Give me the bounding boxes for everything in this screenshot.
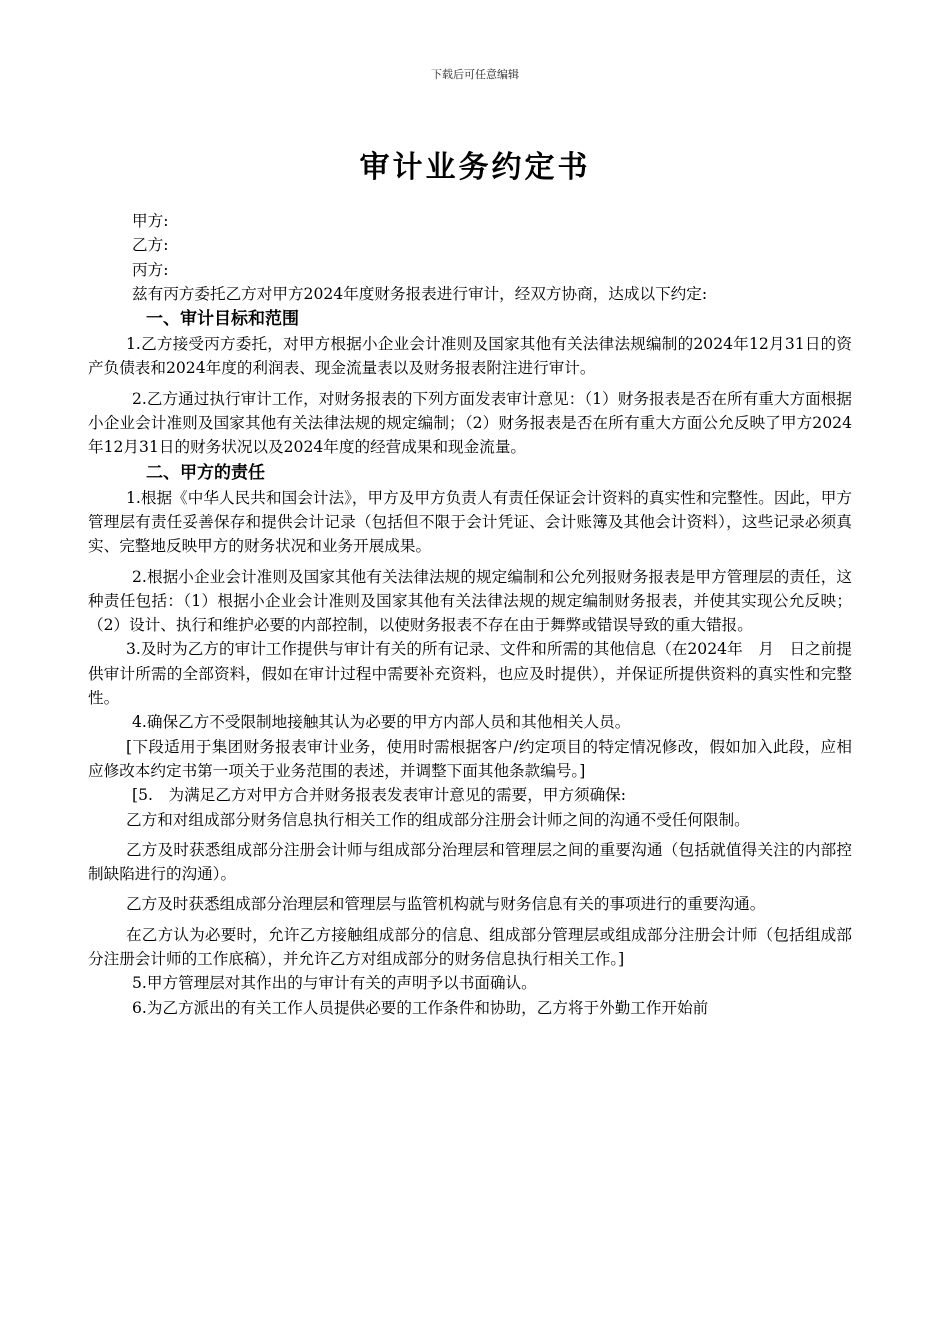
party-c-line: 丙方: <box>132 260 169 279</box>
section2-paragraph-2: 2.根据小企业会计准则及国家其他有关法律法规的规定编制和公允列报财务报表是甲方管理层的责任，这种责任包括：（1）根据小企业会计准则及国家其他有关法律法规的规定编制财务报表，并使其实现公允反映；（2）设计、执行和维护必要的内部控制，以使财务报表不存在由于舞弊或错误导致的重大错报。 <box>88 567 852 635</box>
section2-paragraph-5-bracket: [5. 为满足乙方对甲方合并财务报表发表审计意见的需要，甲方须确保: <box>132 786 627 805</box>
section2-paragraph-5: 5.甲方管理层对其作出的与审计有关的声明予以书面确认。 <box>132 974 537 993</box>
section2-heading: 二、甲方的责任 <box>146 462 265 483</box>
party-b-line: 乙方: <box>132 236 169 255</box>
section2-paragraph-5c: 乙方及时获悉组成部分治理层和管理层与监管机构就与财务信息有关的事项进行的重要沟通。 <box>126 895 766 914</box>
section1-paragraph-2: 2.乙方通过执行审计工作，对财务报表的下列方面发表审计意见：（1）财务报表是否在所有重大方面根据小企业会计准则及国家其他有关法律法规的规定编制；（2）财务报表是否在所有重大方面公允反映了甲方2024年12月31日的财务状况以及2024年度的经营成果和现金流量。 <box>88 389 852 457</box>
page-title: 审计业务约定书 <box>359 150 591 185</box>
header-note: 下载后可任意编辑 <box>431 68 519 81</box>
section2-paragraph-5d: 在乙方认为必要时，允许乙方接触组成部分的信息、组成部分管理层或组成部分注册会计师（包括组成部分注册会计师的工作底稿），并允许乙方对组成部分的财务信息执行相关工作。] <box>88 925 852 969</box>
party-a-line: 甲方: <box>132 212 169 230</box>
section2-paragraph-5b: 乙方及时获悉组成部分注册会计师与组成部分治理层和管理层之间的重要沟通（包括就值得关注的内部控制缺陷进行的沟通）。 <box>88 840 852 884</box>
intro-paragraph: 兹有丙方委托乙方对甲方2024年度财务报表进行审计，经双方协商，达成以下约定: <box>132 284 708 303</box>
section2-paragraph-3: 3.及时为乙方的审计工作提供与审计有关的所有记录、文件和所需的其他信息（在2024年 月 日之前提供审计所需的全部资料，假如在审计过程中需要补充资料，也应及时提供），并保证所提供资料的真实性和完整性。 <box>88 640 852 708</box>
section2-paragraph-4: 4.确保乙方不受限制地接触其认为必要的甲方内部人员和其他相关人员。 <box>132 713 631 732</box>
document-body <box>88 209 852 1020</box>
section2-paragraph-1: 1.根据《中华人民共和国会计法》，甲方及甲方负责人有责任保证会计资料的真实性和完整性。因此，甲方管理层有责任妥善保存和提供会计记录（包括但不限于会计凭证、会计账簿及其他会计资料），这些记录必须真实、完整地反映甲方的财务状况和业务开展成果。 <box>88 488 852 556</box>
section1-paragraph-1: 1.乙方接受丙方委托，对甲方根据小企业会计准则及国家其他有关法律法规编制的2024年12月31日的资产负债表和2024年度的利润表、现金流量表以及财务报表附注进行审计。 <box>88 335 852 378</box>
section2-note-paragraph: [下段适用于集团财务报表审计业务，使用时需根据客户/约定项目的特定情况修改，假如加入此段，应相应修改本约定书第一项关于业务范围的表述，并调整下面其他条款编号。] <box>88 737 852 780</box>
section2-paragraph-6: 6.为乙方派出的有关工作人员提供必要的工作条件和协助，乙方将于外勤工作开始前 <box>132 998 709 1017</box>
section2-paragraph-5a: 乙方和对组成部分财务信息执行相关工作的组成部分注册会计师之间的沟通不受任何限制。 <box>126 810 750 829</box>
section1-heading: 一、审计目标和范围 <box>146 309 299 330</box>
